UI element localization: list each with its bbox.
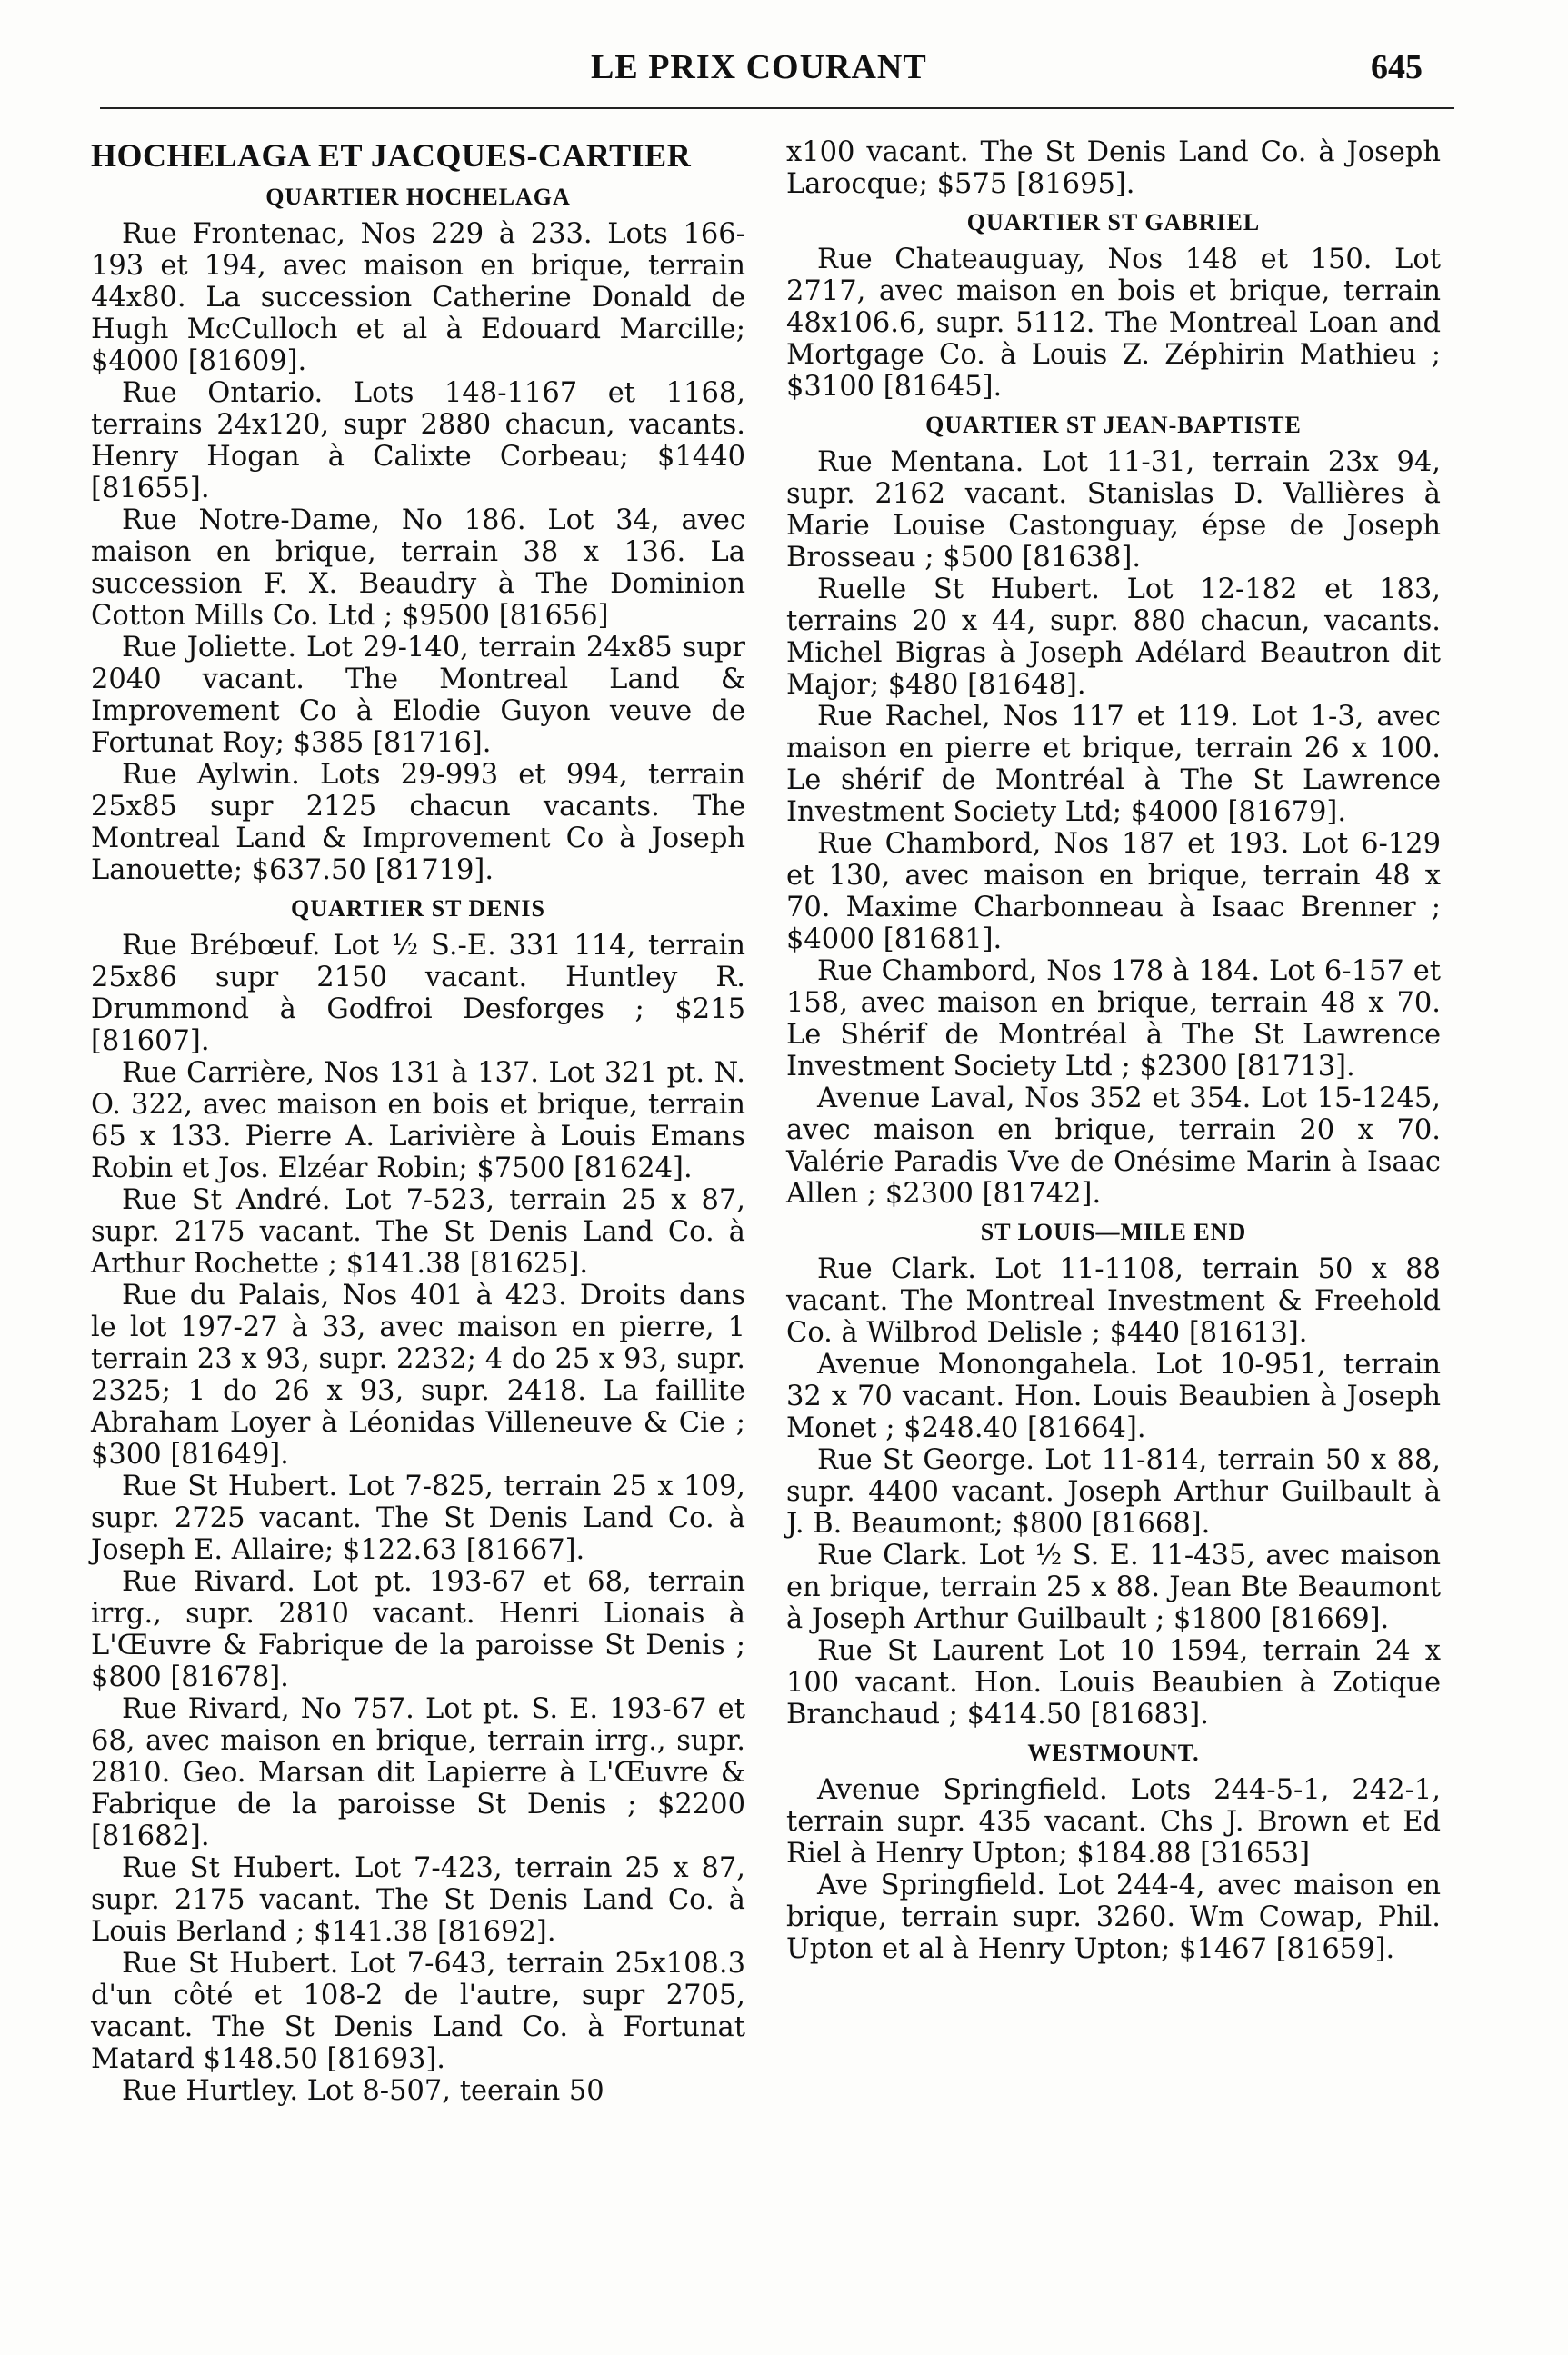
- section-heading: QUARTIER ST DENIS: [290, 895, 546, 922]
- sale-entry: Rue Aylwin. Lots 29-993 et 994, terrain 25x85 supr 2125 chacun vacants. The Montreal Land & Improvement Co à Joseph Lanouette; $637.50 [81719].: [91, 759, 745, 886]
- sale-entry: Rue St George. Lot 11-814, terrain 50 x 88, supr. 4400 vacant. Joseph Arthur Guilbault à J. B. Beaumont; $800 [81668].: [786, 1444, 1441, 1540]
- sale-entry: Rue Clark. Lot 11-1108, terrain 50 x 88 vacant. The Montreal Investment & Freehold Co. à Wilbrod Delisle ; $440 [81613].: [786, 1253, 1441, 1349]
- sale-entry: Avenue Monongahela. Lot 10-951, terrain 32 x 70 vacant. Hon. Louis Beaubien à Joseph Monet ; $248.40 [81664].: [786, 1349, 1441, 1444]
- sale-entry: Rue Brébœuf. Lot ½ S.-E. 331 114, terrain 25x86 supr 2150 vacant. Huntley R. Drummond à Godfroi Desforges ; $215 [81607].: [91, 930, 745, 1057]
- left-column: [91, 136, 745, 2107]
- sale-entry: Rue Mentana. Lot 11-31, terrain 23x 94, supr. 2162 vacant. Stanislas D. Vallières à Marie Louise Castonguay, épse de Joseph Brosseau ; $500 [81638].: [786, 446, 1441, 574]
- sale-entry: Rue St Laurent Lot 10 1594, terrain 24 x 100 vacant. Hon. Louis Beaubien à Zotique Branchaud ; $414.50 [81683].: [786, 1635, 1441, 1731]
- sale-entry: Rue Joliette. Lot 29-140, terrain 24x85 supr 2040 vacant. The Montreal Land & Improvement Co à Elodie Guyon veuve de Fortunat Roy; $385 [81716].: [91, 632, 745, 759]
- district-title: HOCHELAGA ET JACQUES-CARTIER: [91, 137, 692, 174]
- sale-entry: Rue Chateauguay, Nos 148 et 150. Lot 2717, avec maison en bois et brique, terrain 48x106.6, supr. 5112. The Montreal Loan and Mortgage Co. à Louis Z. Zéphirin Mathieu ; $3100 [81645].: [786, 244, 1441, 403]
- sale-entry: Rue Carrière, Nos 131 à 137. Lot 321 pt. N. O. 322, avec maison en bois et brique, terrain 65 x 133. Pierre A. Larivière à Louis Emans Robin et Jos. Elzéar Robin; $7500 [81624].: [91, 1057, 745, 1184]
- sale-entry: Rue Rivard, No 757. Lot pt. S. E. 193-67 et 68, avec maison en brique, terrain irrg., supr. 2810. Geo. Marsan dit Lapierre à L'Œuvre & Fabrique de la paroisse St Denis ; $2200 [81682].: [91, 1693, 745, 1852]
- section-heading: QUARTIER ST GABRIEL: [966, 209, 1261, 235]
- sale-entry: Rue St Hubert. Lot 7-825, terrain 25 x 109, supr. 2725 vacant. The St Denis Land Co. à Joseph E. Allaire; $122.63 [81667].: [91, 1471, 745, 1566]
- sale-entry: Avenue Laval, Nos 352 et 354. Lot 15-1245, avec maison en brique, terrain 20 x 70. Valérie Paradis Vve de Onésime Marin à Isaac Allen ; $2300 [81742].: [786, 1083, 1441, 1210]
- sale-entry: Rue St Hubert. Lot 7-643, terrain 25x108.3 d'un côté et 108-2 de l'autre, supr 2705, vacant. The St Denis Land Co. à Fortunat Matard $148.50 [81693].: [91, 1948, 745, 2075]
- continued-entry: x100 vacant. The St Denis Land Co. à Joseph Larocque; $575 [81695].: [786, 136, 1441, 200]
- section-heading: WESTMOUNT.: [1027, 1740, 1200, 1766]
- running-header: [0, 47, 1568, 102]
- section-heading: ST LOUIS—MILE END: [980, 1219, 1247, 1245]
- sale-entry: Ave Springfield. Lot 244-4, avec maison en brique, terrain supr. 3260. Wm Cowap, Phil. Upton et al à Henry Upton; $1467 [81659].: [786, 1870, 1441, 1965]
- sale-entry: Rue Chambord, Nos 178 à 184. Lot 6-157 et 158, avec maison en brique, terrain 48 x 70. Le Shérif de Montréal à The St Lawrence Investment Society Ltd ; $2300 [81713].: [786, 955, 1441, 1083]
- sale-entry: Rue Rachel, Nos 117 et 119. Lot 1-3, avec maison en pierre et brique, terrain 26 x 100. Le shérif de Montréal à The St Lawrence Investment Society Ltd; $4000 [81679].: [786, 701, 1441, 828]
- section-heading: QUARTIER HOCHELAGA: [265, 184, 571, 210]
- right-column: [786, 136, 1441, 1965]
- sale-entry: Avenue Springfield. Lots 244-5-1, 242-1, terrain supr. 435 vacant. Chs J. Brown et Ed Riel à Henry Upton; $184.88 [31653]: [786, 1774, 1441, 1870]
- sale-entry: Rue St André. Lot 7-523, terrain 25 x 87, supr. 2175 vacant. The St Denis Land Co. à Arthur Rochette ; $141.38 [81625].: [91, 1184, 745, 1280]
- sale-entry: Rue Frontenac, Nos 229 à 233. Lots 166-193 et 194, avec maison en brique, terrain 44x80. La succession Catherine Donald de Hugh McCulloch et al à Edouard Marcille; $4000 [81609].: [91, 218, 745, 377]
- journal-title: LE PRIX COURANT: [591, 48, 927, 86]
- sale-entry: Rue Notre-Dame, No 186. Lot 34, avec maison en brique, terrain 38 x 136. La succession F. X. Beaudry à The Dominion Cotton Mills Co. Ltd ; $9500 [81656]: [91, 504, 745, 632]
- page-number: 645: [1371, 48, 1423, 86]
- sale-entry: Ruelle St Hubert. Lot 12-182 et 183, terrains 20 x 44, supr. 880 chacun, vacants. Michel Bigras à Joseph Adélard Beautron dit Major; $480 [81648].: [786, 574, 1441, 701]
- sale-entry: Rue Chambord, Nos 187 et 193. Lot 6-129 et 130, avec maison en brique, terrain 48 x 70. Maxime Charbonneau à Isaac Brenner ; $4000 [81681].: [786, 828, 1441, 955]
- section-heading: QUARTIER ST JEAN-BAPTISTE: [925, 412, 1302, 438]
- sale-entry: Rue Rivard. Lot pt. 193-67 et 68, terrain irrg., supr. 2810 vacant. Henri Lionais à L'Œuvre & Fabrique de la paroisse St Denis ; $800 [81678].: [91, 1566, 745, 1693]
- sale-entry: Rue Ontario. Lots 148-1167 et 1168, terrains 24x120, supr 2880 chacun, vacants. Henry Hogan à Calixte Corbeau; $1440 [81655].: [91, 377, 745, 504]
- header-rule: [100, 107, 1454, 109]
- sale-entry: Rue St Hubert. Lot 7-423, terrain 25 x 87, supr. 2175 vacant. The St Denis Land Co. à Louis Berland ; $141.38 [81692].: [91, 1852, 745, 1948]
- sale-entry: Rue Clark. Lot ½ S. E. 11-435, avec maison en brique, terrain 25 x 88. Jean Bte Beaumont à Joseph Arthur Guilbault ; $1800 [81669].: [786, 1540, 1441, 1635]
- sale-entry: Rue du Palais, Nos 401 à 423. Droits dans le lot 197-27 à 33, avec maison en pierre, 1 terrain 23 x 93, supr. 2232; 4 do 25 x 93, supr. 2325; 1 do 26 x 93, supr. 2418. La faillite Abraham Loyer à Léonidas Villeneuve & Cie ; $300 [81649].: [91, 1280, 745, 1471]
- sale-entry: Rue Hurtley. Lot 8-507, teerain 50: [122, 2075, 604, 2107]
